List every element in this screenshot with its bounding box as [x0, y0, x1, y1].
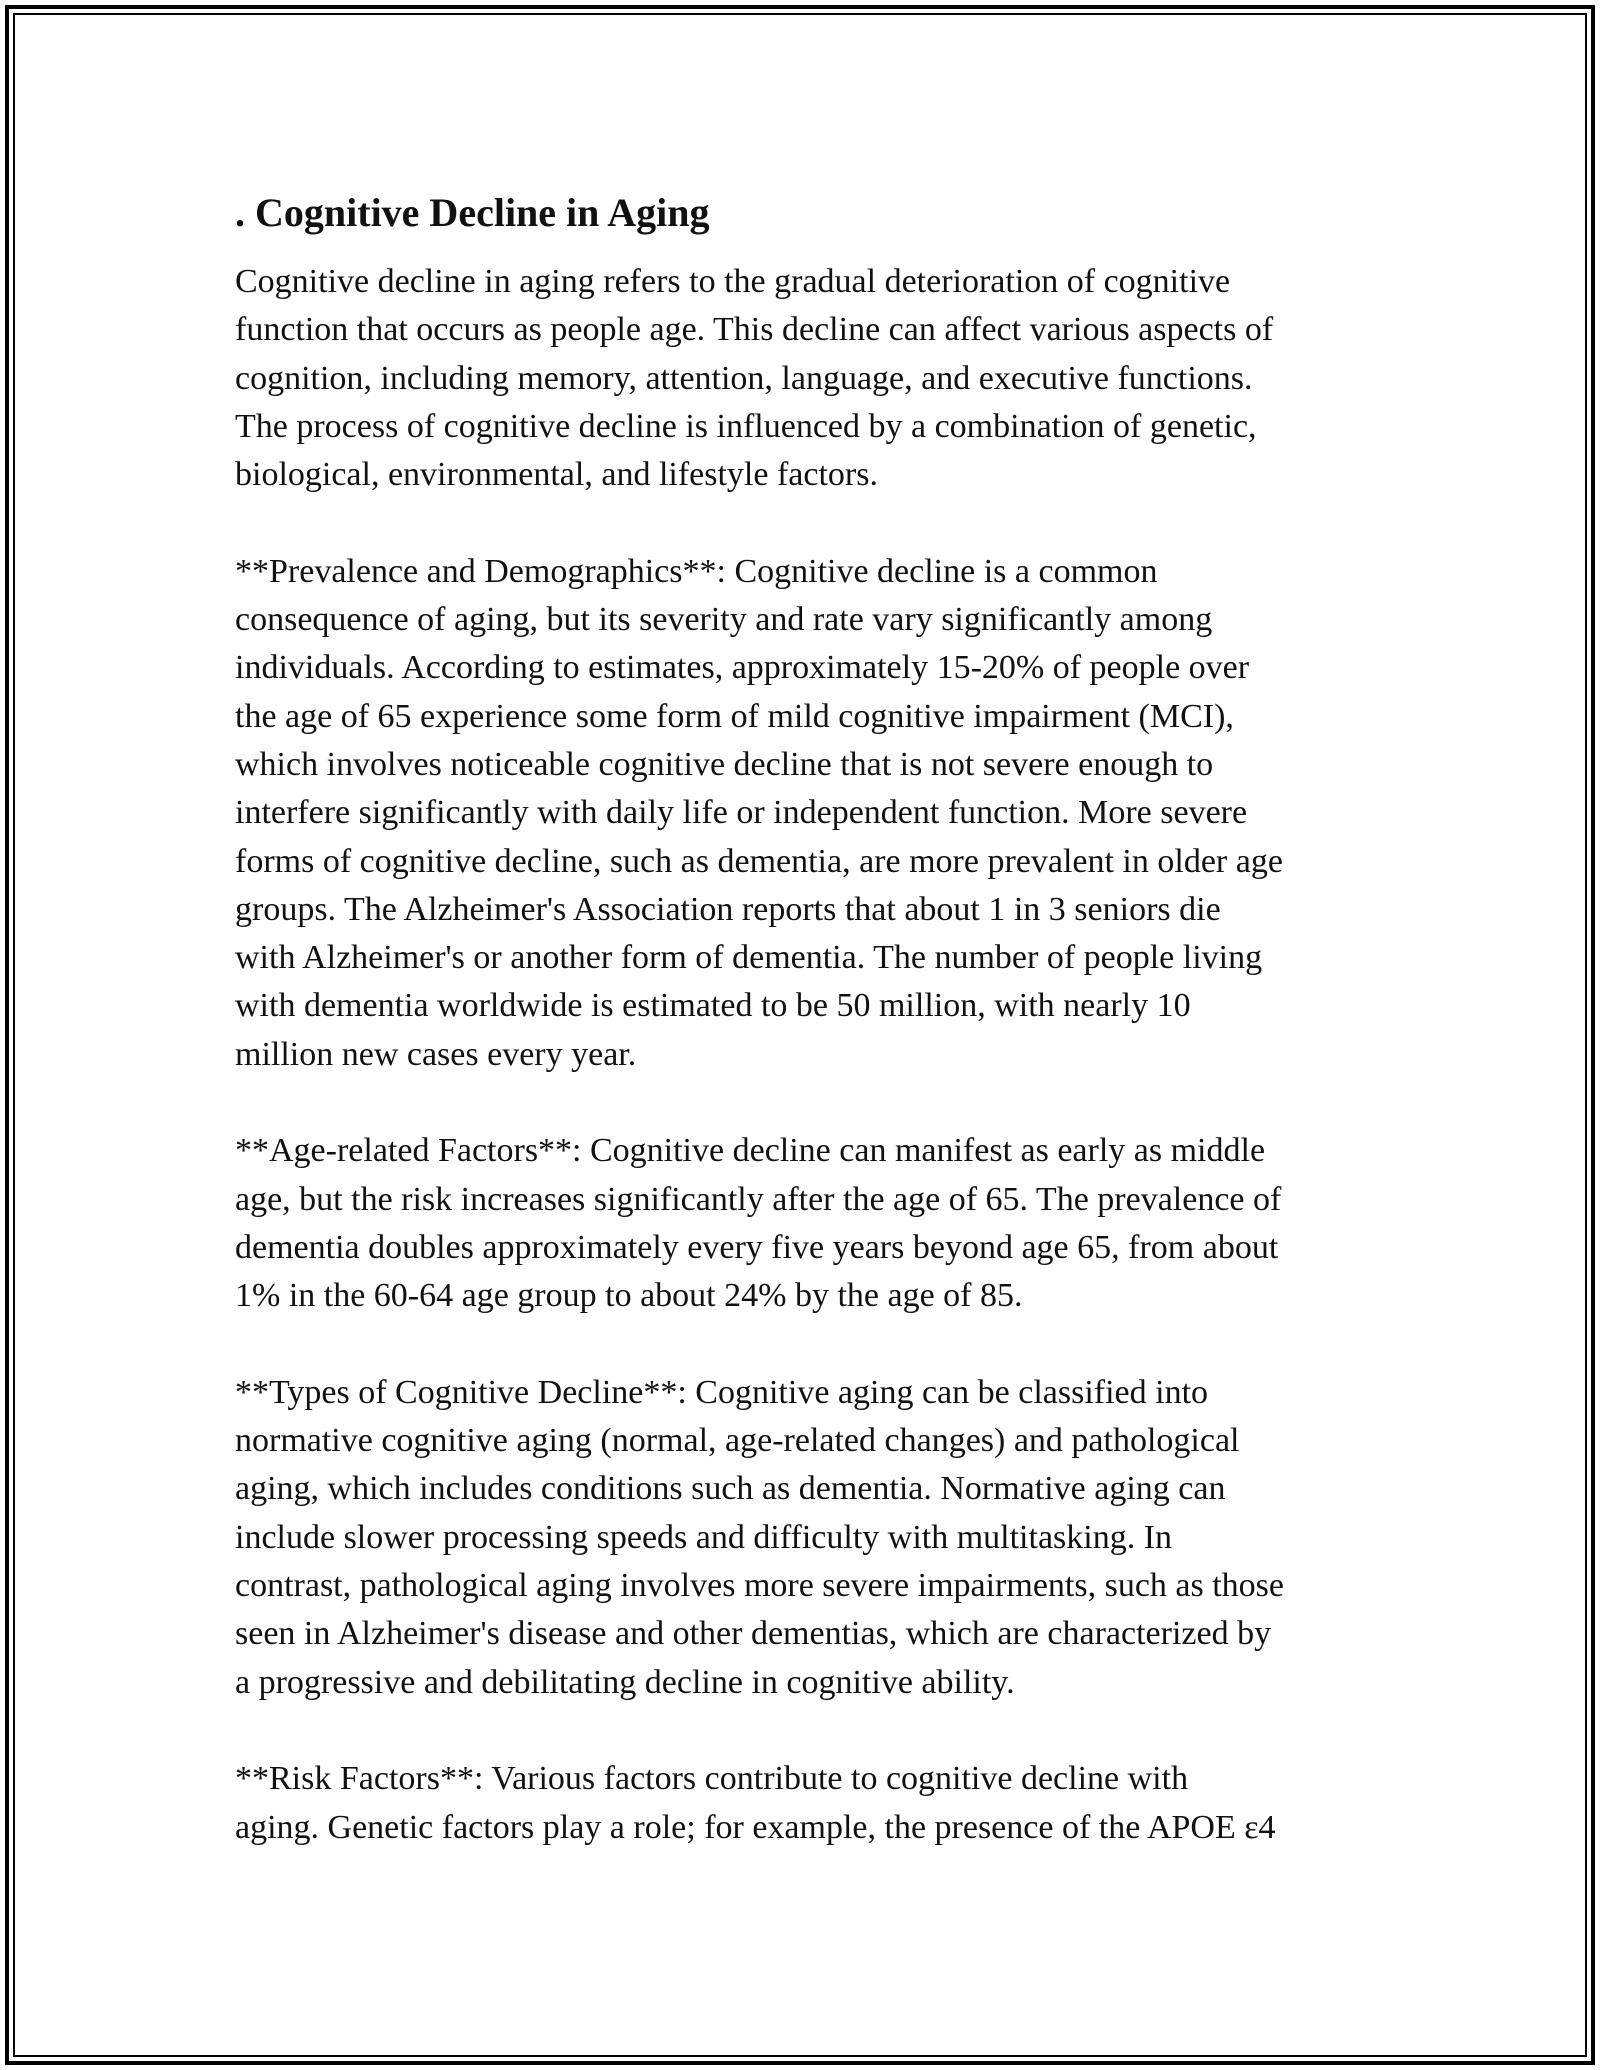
paragraph — [235, 1127, 1375, 1320]
text-line: **Risk Factors**: Various factors contribute to cognitive decline with — [235, 1760, 1189, 1798]
text-line: 1% in the 60-64 age group to about 24% by the age of 85. — [235, 1277, 1023, 1315]
text-line: interfere significantly with daily life or independent function. More severe — [235, 794, 1248, 832]
text-line: the age of 65 experience some form of mild cognitive impairment (MCI), — [235, 697, 1234, 735]
text-line: seen in Alzheimer's disease and other dementias, which are characterized by — [235, 1615, 1272, 1653]
text-line: **Prevalence and Demographics**: Cognitive decline is a common — [235, 552, 1158, 590]
page-title: . Cognitive Decline in Aging — [235, 190, 710, 235]
paragraph — [235, 1369, 1375, 1707]
text-line: with dementia worldwide is estimated to be 50 million, with nearly 10 — [235, 987, 1191, 1025]
text-line: dementia doubles approximately every five years beyond age 65, from about — [235, 1228, 1279, 1266]
document-body — [235, 186, 1375, 1900]
text-line: biological, environmental, and lifestyle factors. — [235, 456, 878, 494]
paragraph — [235, 258, 1375, 499]
text-line: contrast, pathological aging involves more severe impairments, such as those — [235, 1567, 1285, 1605]
text-line: normative cognitive aging (normal, age-related changes) and pathological — [235, 1422, 1240, 1460]
text-line: **Age-related Factors**: Cognitive decline can manifest as early as middle — [235, 1132, 1266, 1170]
text-line: **Types of Cognitive Decline**: Cognitive aging can be classified into — [235, 1373, 1209, 1411]
text-line: which involves noticeable cognitive decline that is not severe enough to — [235, 745, 1214, 783]
text-line: function that occurs as people age. This decline can affect various aspects of — [235, 311, 1274, 349]
text-line: include slower processing speeds and difficulty with multitasking. In — [235, 1518, 1173, 1556]
text-line: aging. Genetic factors play a role; for example, the presence of the APOE ε4 — [235, 1808, 1276, 1846]
text-line: individuals. According to estimates, approximately 15-20% of people over — [235, 649, 1250, 687]
paragraph-list — [235, 258, 1375, 1852]
text-line: cognition, including memory, attention, language, and executive functions. — [235, 359, 1253, 397]
paragraph — [235, 1755, 1375, 1852]
text-line: The process of cognitive decline is influenced by a combination of genetic, — [235, 407, 1257, 445]
text-line: groups. The Alzheimer's Association reports that about 1 in 3 seniors die — [235, 890, 1221, 928]
text-line: with Alzheimer's or another form of dementia. The number of people living — [235, 939, 1263, 977]
text-line: a progressive and debilitating decline in cognitive ability. — [235, 1663, 1015, 1701]
text-line: age, but the risk increases significantly after the age of 65. The prevalence of — [235, 1180, 1282, 1218]
text-line: consequence of aging, but its severity and rate vary significantly among — [235, 601, 1213, 639]
text-line: aging, which includes conditions such as dementia. Normative aging can — [235, 1470, 1226, 1508]
text-line: million new cases every year. — [235, 1035, 637, 1073]
paragraph — [235, 548, 1375, 1079]
text-line: Cognitive decline in aging refers to the gradual deterioration of cognitive — [235, 263, 1231, 300]
text-line: forms of cognitive decline, such as dementia, are more prevalent in older age — [235, 842, 1283, 880]
